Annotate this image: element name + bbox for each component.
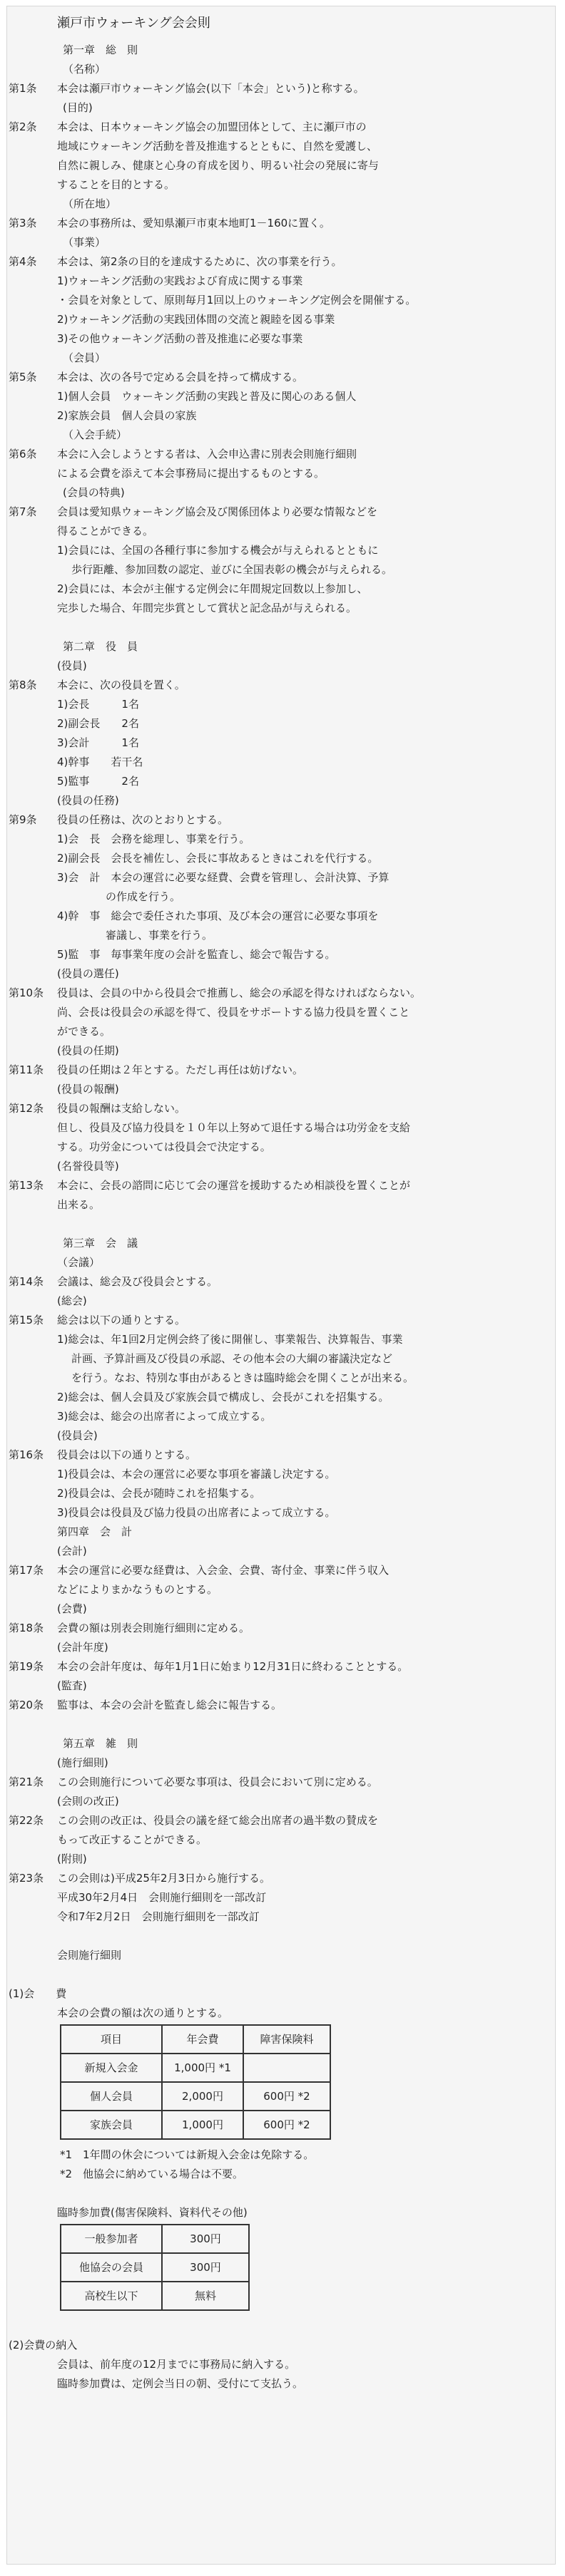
article-text: 2)副会長 会長を補佐し、会長に事故あるときはこれを代行する。 bbox=[57, 852, 379, 865]
article-text: 本会は、次の各号で定める会員を持って構成する。 bbox=[57, 371, 304, 383]
article-text: 役員の任期は２年とする。ただし再任は妨げない。 bbox=[57, 1063, 304, 1076]
chapter-title: 第一章 総 則 bbox=[63, 43, 138, 56]
table-header: 障害保険料 bbox=[243, 2025, 330, 2054]
article-text: この会則は)平成25年2月3日から施行する。 bbox=[57, 1872, 271, 1885]
officer-role: 3)会計 1名 bbox=[57, 736, 139, 749]
article-text: 会費の額は別表会則施行細則に定める。 bbox=[57, 1622, 250, 1634]
article-text: 自然に親しみ、健康と心身の育成を図り、明るい社会の発展に寄与 bbox=[57, 159, 379, 172]
article-number: 第19条 bbox=[9, 1660, 44, 1673]
article-text: 監事は、本会の会計を監査し総会に報告する。 bbox=[57, 1699, 282, 1711]
article-12 bbox=[9, 1099, 546, 1118]
article-text: 会員は愛知県ウォーキング協会及び関係団体より必要な情報などを bbox=[57, 505, 377, 518]
article-number: 第1条 bbox=[9, 82, 37, 95]
article-number: 第22条 bbox=[9, 1814, 44, 1827]
table-row bbox=[61, 2282, 249, 2310]
article-text: 役員会は以下の通りとする。 bbox=[57, 1448, 197, 1461]
article-21 bbox=[9, 1773, 546, 1792]
officer-role: 4)幹事 若干名 bbox=[57, 756, 143, 768]
article-20 bbox=[9, 1696, 546, 1715]
article-number: 第18条 bbox=[9, 1622, 44, 1634]
article-text: 1)個人会員 ウォーキング活動の実践と普及に関心のある個人 bbox=[57, 390, 357, 403]
chapter-title: 第二章 役 員 bbox=[63, 640, 138, 653]
article-heading: (会計) bbox=[57, 1545, 87, 1557]
article-text: 但し、役員及び協力役員を１０年以上努めて退任する場合は功労金を支給 bbox=[57, 1121, 411, 1134]
table-header-row bbox=[61, 2025, 330, 2054]
article-heading: (監査) bbox=[57, 1679, 87, 1692]
article-text: 審議し、事業を行う。 bbox=[106, 929, 213, 942]
table-row bbox=[61, 2225, 249, 2253]
table-cell: 家族会員 bbox=[61, 2111, 162, 2139]
payment-text: 臨時参加費は、定例会当日の朝、受付にて支払う。 bbox=[57, 2377, 304, 2390]
table-row bbox=[61, 2111, 330, 2139]
article-text: 1)役員会は、本会の運営に必要な事項を審議し決定する。 bbox=[57, 1468, 336, 1480]
article-1 bbox=[9, 79, 546, 98]
article-text: 本会に、次の役員を置く。 bbox=[57, 679, 185, 691]
article-text: この会則施行について必要な事項は、役員会において別に定める。 bbox=[57, 1776, 378, 1788]
article-text: などによりまかなうものとする。 bbox=[57, 1583, 218, 1596]
fee-note: *2 他協会に納めている場合は不要。 bbox=[60, 2168, 244, 2180]
article-text: 会議は、総会及び役員会とする。 bbox=[57, 1275, 218, 1288]
article-heading: (会員の特典) bbox=[63, 486, 125, 499]
article-text: 完歩した場合、年間完歩賞として賞状と記念品が与えられる。 bbox=[57, 602, 357, 614]
article-18 bbox=[9, 1619, 546, 1638]
article-text: 出来る。 bbox=[57, 1198, 101, 1211]
article-text: 総会は以下の通りとする。 bbox=[57, 1314, 186, 1326]
table-cell: 1,000円 *1 bbox=[162, 2054, 243, 2082]
article-number: 第13条 bbox=[9, 1179, 44, 1192]
article-text: 4)幹 事 総会で委任された事項、及び本会の運営に必要な事項を bbox=[57, 910, 379, 922]
temp-fee-table bbox=[60, 2224, 250, 2311]
article-text: 役員の報酬は支給しない。 bbox=[57, 1102, 186, 1115]
article-text: 地域にウォーキング活動を普及推進するとともに、自然を愛護し、 bbox=[57, 140, 377, 153]
table-row bbox=[61, 2253, 249, 2282]
article-number: 第9条 bbox=[9, 813, 37, 826]
article-text: 3)その他ウォーキング活動の普及推進に必要な事業 bbox=[57, 332, 303, 345]
article-5 bbox=[9, 368, 546, 387]
article-text: 1)総会は、年1回2月定例会終了後に開催し、事業報告、決算報告、事業 bbox=[57, 1333, 403, 1346]
article-text: 本会に入会しようとする者は、入会申込書に別表会則施行細則 bbox=[57, 448, 357, 460]
article-text: 1)会員には、全国の各種行事に参加する機会が与えられるとともに bbox=[57, 544, 379, 557]
article-22 bbox=[9, 1811, 546, 1830]
article-heading: （名称） bbox=[63, 63, 106, 76]
table-cell: 2,000円 bbox=[162, 2082, 243, 2111]
article-number: 第6条 bbox=[9, 448, 37, 460]
article-number: 第8条 bbox=[9, 679, 37, 691]
table-cell: 他協会の会員 bbox=[61, 2253, 162, 2282]
article-19 bbox=[9, 1657, 546, 1676]
article-text: 令和7年2月2日 会則施行細則を一部改訂 bbox=[57, 1910, 260, 1923]
article-text: 歩行距離、参加回数の認定、並びに全国表彰の機会が与えられる。 bbox=[71, 563, 393, 576]
article-text: 5)監 事 毎事業年度の会計を監査し、総会で報告する。 bbox=[57, 948, 336, 961]
article-heading: （所在地） bbox=[63, 197, 117, 210]
article-13 bbox=[9, 1176, 546, 1195]
article-number: 第5条 bbox=[9, 371, 37, 383]
article-heading: (会則の改正) bbox=[57, 1795, 119, 1808]
article-number: 第11条 bbox=[9, 1063, 44, 1076]
article-heading: (役員) bbox=[57, 659, 87, 672]
article-number: 第12条 bbox=[9, 1102, 44, 1115]
table-cell: 新規入会金 bbox=[61, 2054, 162, 2082]
article-7 bbox=[9, 503, 546, 522]
article-15 bbox=[9, 1311, 546, 1330]
article-3 bbox=[9, 214, 546, 233]
article-number: 第17条 bbox=[9, 1564, 44, 1577]
table-cell: 600円 *2 bbox=[243, 2082, 330, 2111]
article-23 bbox=[9, 1869, 546, 1888]
article-text: 3)会 計 本会の運営に必要な経費、会費を管理し、会計決算、予算 bbox=[57, 871, 390, 884]
article-16 bbox=[9, 1446, 546, 1465]
table-cell: 1,000円 bbox=[162, 2111, 243, 2139]
article-heading: （会員） bbox=[63, 351, 106, 364]
table-cell: 一般参加者 bbox=[61, 2225, 162, 2253]
chapter-title: 第四章 会 計 bbox=[57, 1525, 133, 1538]
article-text: ・会員を対象として、原則毎月1回以上のウォーキング定例会を開催する。 bbox=[57, 294, 417, 306]
article-8 bbox=[9, 676, 546, 695]
article-number: 第3条 bbox=[9, 217, 37, 230]
article-heading: （入会手続） bbox=[63, 428, 128, 441]
article-2 bbox=[9, 118, 546, 137]
temp-fee-title: 臨時参加費(傷害保険料、資料代その他) bbox=[57, 2206, 248, 2219]
article-text: 計画、予算計画及び役員の承認、その他本会の大綱の審議決定など bbox=[71, 1352, 393, 1365]
article-text: 3)総会は、総会の出席者によって成立する。 bbox=[57, 1410, 272, 1423]
fee-table-container bbox=[9, 2024, 546, 2140]
article-11 bbox=[9, 1061, 546, 1080]
article-text: 3)役員会は役員及び協力役員の出席者によって成立する。 bbox=[57, 1506, 336, 1519]
article-number: 第7条 bbox=[9, 505, 37, 518]
article-heading: (会計年度) bbox=[57, 1641, 108, 1654]
table-cell: 600円 *2 bbox=[243, 2111, 330, 2139]
table-cell: 個人会員 bbox=[61, 2082, 162, 2111]
article-14 bbox=[9, 1272, 546, 1292]
article-text: を行う。なお、特別な事由があるときは臨時総会を開くことが出来る。 bbox=[71, 1371, 414, 1384]
article-text: 本会の事務所は、愛知県瀬戸市東本地町1－160に置く。 bbox=[57, 217, 330, 230]
table-row bbox=[61, 2082, 330, 2111]
article-text: 1)会 長 会務を総理し、事業を行う。 bbox=[57, 833, 250, 845]
article-10 bbox=[9, 984, 546, 1003]
table-cell bbox=[243, 2054, 330, 2082]
temp-fee-table-container bbox=[9, 2224, 546, 2311]
article-text: 役員の任務は、次のとおりとする。 bbox=[57, 813, 229, 826]
officer-role: 1)会長 1名 bbox=[57, 698, 139, 711]
article-text: ができる。 bbox=[57, 1025, 111, 1038]
article-heading: （事業） bbox=[63, 236, 106, 249]
article-number: 第2条 bbox=[9, 120, 37, 133]
article-heading: (会費) bbox=[57, 1602, 87, 1615]
article-number: 第14条 bbox=[9, 1275, 44, 1288]
article-text: 役員は、会員の中から役員会で推薦し、総会の承認を得なければならない。 bbox=[57, 986, 422, 999]
article-text: 2)家族会員 個人会員の家族 bbox=[57, 409, 197, 422]
article-text: 2)ウォーキング活動の実践団体間の交流と親睦を図る事業 bbox=[57, 313, 335, 326]
article-heading: (役員の任務) bbox=[57, 794, 119, 807]
table-header: 年会費 bbox=[162, 2025, 243, 2054]
article-number: 第21条 bbox=[9, 1776, 44, 1788]
article-number: 第10条 bbox=[9, 986, 44, 999]
article-17 bbox=[9, 1561, 546, 1580]
article-heading: (総会) bbox=[57, 1294, 87, 1307]
officer-role: 2)副会長 2名 bbox=[57, 717, 139, 730]
article-text: 本会は、日本ウォーキング協会の加盟団体として、主に瀬戸市の bbox=[57, 120, 367, 133]
article-number: 第20条 bbox=[9, 1699, 44, 1711]
article-heading: (名誉役員等) bbox=[57, 1160, 119, 1173]
chapter-title: 第三章 会 議 bbox=[63, 1237, 138, 1250]
article-heading: (施行細則) bbox=[57, 1756, 108, 1769]
article-4 bbox=[9, 252, 546, 272]
article-text: 本会の運営に必要な経費は、入会金、会費、寄付金、事業に伴う収入 bbox=[57, 1564, 390, 1577]
article-number: 第23条 bbox=[9, 1872, 44, 1885]
fee-intro: 本会の会費の額は次の通りとする。 bbox=[57, 2006, 229, 2019]
article-6 bbox=[9, 445, 546, 464]
article-heading: (目的) bbox=[63, 101, 93, 114]
article-text: する。功労金については役員会で決定する。 bbox=[57, 1140, 271, 1153]
table-cell: 300円 bbox=[162, 2225, 249, 2253]
article-text: 2)会員には、本会が主催する定例会に年間規定回数以上参加し、 bbox=[57, 582, 368, 595]
article-heading: (附則) bbox=[57, 1853, 87, 1865]
article-heading: (役員の報酬) bbox=[57, 1083, 119, 1096]
article-9 bbox=[9, 810, 546, 830]
chapter-title: 第五章 雑 則 bbox=[63, 1737, 138, 1750]
page-title: 瀬戸市ウォーキング会会則 bbox=[57, 16, 210, 31]
article-text: することを目的とする。 bbox=[57, 178, 175, 191]
article-text: 1)ウォーキング活動の実践および育成に関する事業 bbox=[57, 274, 303, 287]
rules-title: 会則施行細則 bbox=[57, 1949, 122, 1962]
article-text: 本会に、会長の諮問に応じて会の運営を援助するため相談役を置くことが bbox=[57, 1179, 411, 1192]
section-fee-payment: (2)会費の納入 bbox=[9, 2339, 78, 2351]
article-text: もって改正することができる。 bbox=[57, 1833, 208, 1846]
article-text: この会則の改正は、役員会の議を経て総会出席者の過半数の賛成を bbox=[57, 1814, 379, 1827]
article-heading: (役員会) bbox=[57, 1429, 98, 1442]
table-row bbox=[61, 2054, 330, 2082]
section-fees: (1)会 費 bbox=[9, 1987, 67, 2000]
table-cell: 300円 bbox=[162, 2253, 249, 2282]
table-cell: 無料 bbox=[162, 2282, 249, 2310]
article-heading: （会議） bbox=[57, 1256, 101, 1269]
article-number: 第16条 bbox=[9, 1448, 44, 1461]
fee-table bbox=[60, 2024, 331, 2140]
article-text: 2)総会は、個人会員及び家族会員で構成し、会長がこれを招集する。 bbox=[57, 1391, 390, 1403]
article-text: 本会は、第2条の目的を達成するために、次の事業を行う。 bbox=[57, 255, 342, 268]
article-text: の作成を行う。 bbox=[106, 890, 181, 903]
article-text: 本会の会計年度は、毎年1月1日に始まり12月31日に終わることとする。 bbox=[57, 1660, 409, 1673]
article-text: 得ることができる。 bbox=[57, 525, 154, 537]
article-text: 本会は瀬戸市ウォーキング協会(以下「本会」という)と称する。 bbox=[57, 82, 365, 95]
article-text: 2)役員会は、会長が随時これを招集する。 bbox=[57, 1487, 261, 1500]
article-heading: (役員の選任) bbox=[57, 967, 119, 980]
article-number: 第4条 bbox=[9, 255, 37, 268]
article-number: 第15条 bbox=[9, 1314, 44, 1326]
table-header: 項目 bbox=[61, 2025, 162, 2054]
article-heading: (役員の任期) bbox=[57, 1044, 119, 1057]
article-text: 平成30年2月4日 会則施行細則を一部改訂 bbox=[57, 1891, 267, 1904]
payment-text: 会員は、前年度の12月までに事務局に納入する。 bbox=[57, 2358, 296, 2371]
rules-document bbox=[6, 6, 556, 2565]
article-text: による会費を添えて本会事務局に提出するものとする。 bbox=[57, 467, 325, 480]
table-cell: 高校生以下 bbox=[61, 2282, 162, 2310]
officer-role: 5)監事 2名 bbox=[57, 775, 139, 788]
article-text: 尚、会長は役員会の承認を得て、役員をサポートする協力役員を置くこと bbox=[57, 1006, 410, 1019]
fee-note: *1 1年間の休会については新規入会金は免除する。 bbox=[60, 2148, 315, 2161]
